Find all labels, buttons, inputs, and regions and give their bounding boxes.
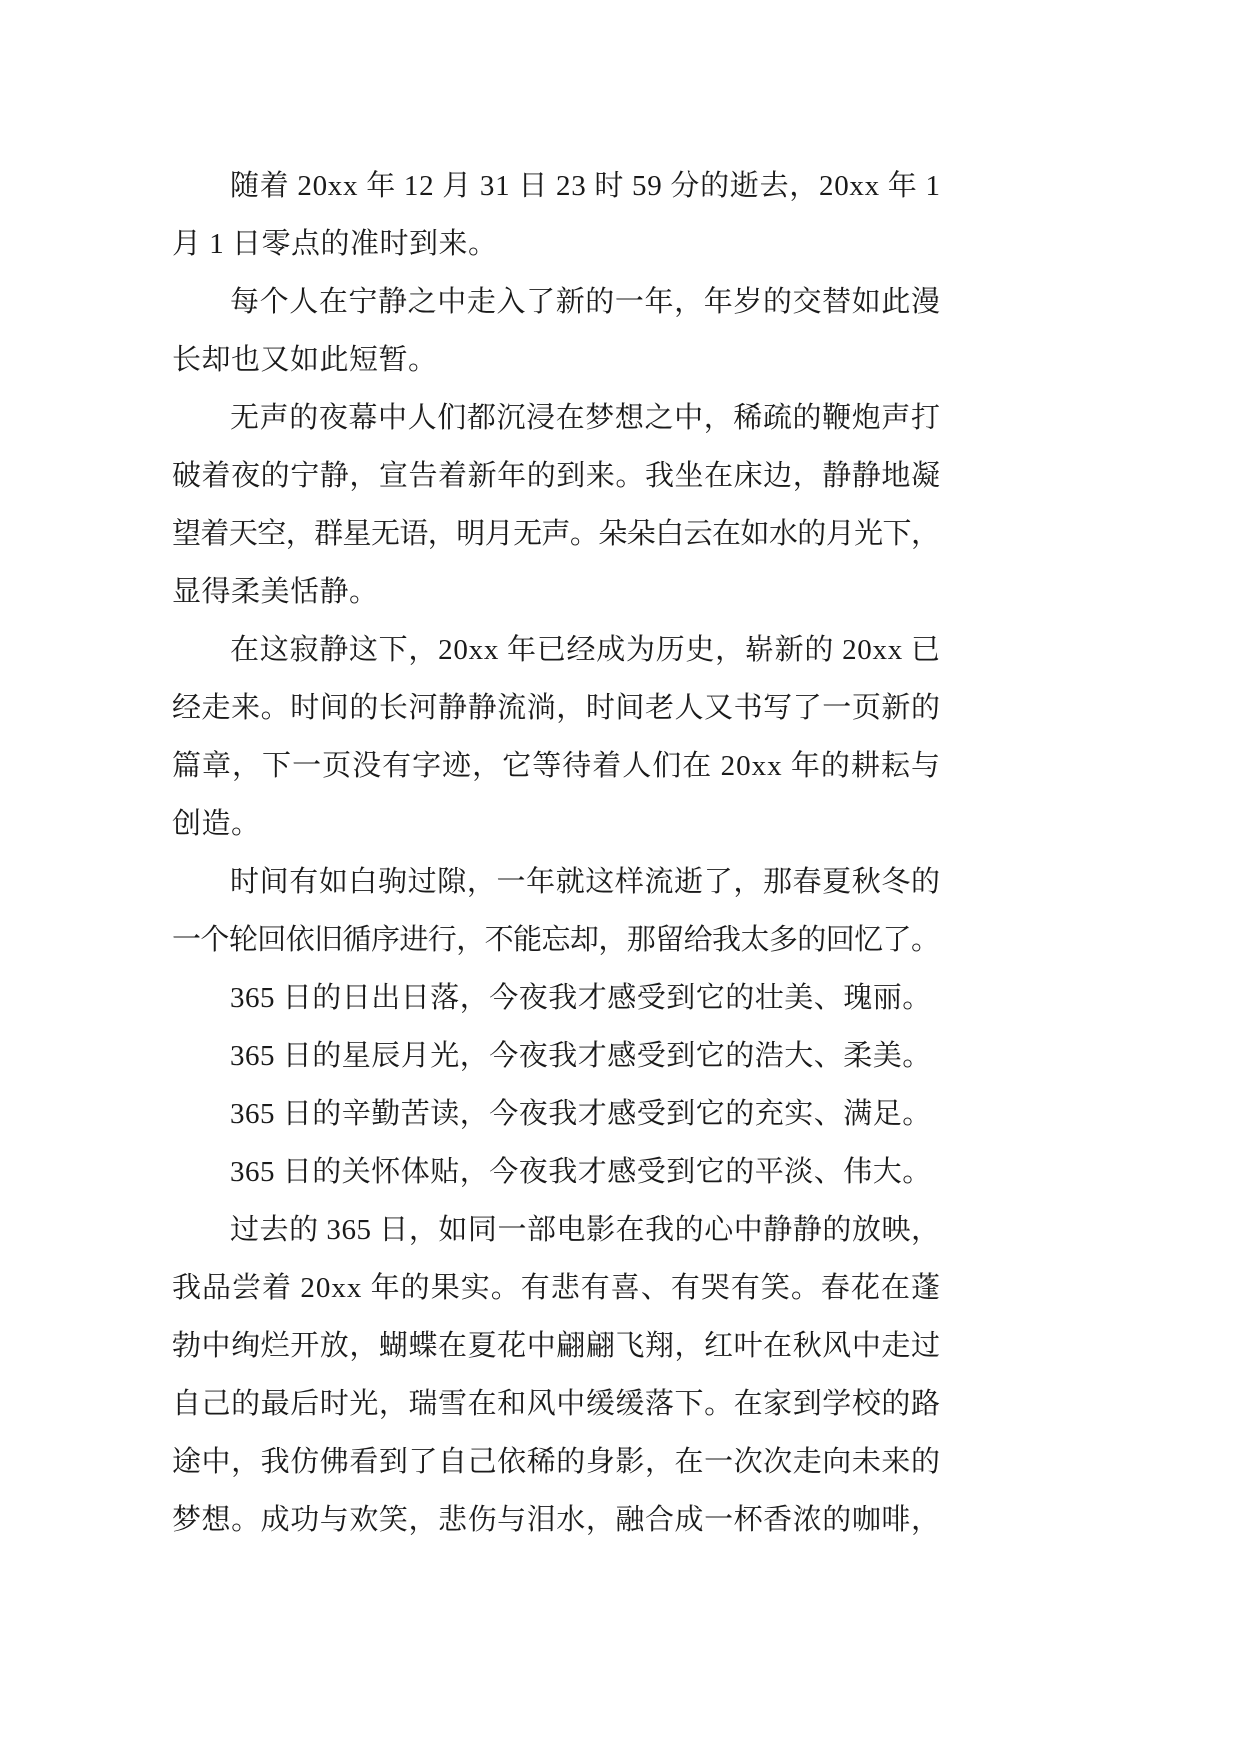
text-line: 经走来。时间的长河静静流淌，时间老人又书写了一页新的 <box>172 692 941 724</box>
paragraph <box>172 1027 940 1085</box>
text-line: 破着夜的宁静，宣告着新年的到来。我坐在床边，静静地凝 <box>172 460 941 492</box>
text-line: 时间有如白驹过隙，一年就这样流逝了，那春夏秋冬的 <box>230 866 941 898</box>
text-line: 过去的 365 日，如同一部电影在我的心中静静的放映， <box>230 1214 941 1246</box>
text-line: 月 1 日零点的准时到来。 <box>172 228 498 260</box>
text-line: 一个轮回依旧循序进行，不能忘却，那留给我太多的回忆了。 <box>172 924 940 956</box>
text-line: 自己的最后时光，瑞雪在和风中缓缓落下。在家到学校的路 <box>172 1388 941 1420</box>
text-line: 365 日的辛勤苦读，今夜我才感受到它的充实、满足。 <box>230 1098 932 1130</box>
text-line: 365 日的关怀体贴，今夜我才感受到它的平淡、伟大。 <box>230 1156 932 1188</box>
text-line: 365 日的星辰月光，今夜我才感受到它的浩大、柔美。 <box>230 1040 932 1072</box>
text-line: 创造。 <box>172 808 261 840</box>
paragraph <box>172 853 940 969</box>
paragraph <box>172 969 940 1027</box>
text-line: 我品尝着 20xx 年的果实。有悲有喜、有哭有笑。春花在蓬 <box>172 1272 941 1304</box>
text-line: 无声的夜幕中人们都沉浸在梦想之中，稀疏的鞭炮声打 <box>230 402 941 434</box>
body-text <box>172 157 940 1549</box>
text-line: 篇章，下一页没有字迹，它等待着人们在 20xx 年的耕耘与 <box>172 750 941 782</box>
paragraph <box>172 1085 940 1143</box>
text-line: 望着天空，群星无语，明月无声。朵朵白云在如水的月光下， <box>172 518 940 550</box>
text-line: 在这寂静这下，20xx 年已经成为历史，崭新的 20xx 已 <box>230 634 941 666</box>
text-line: 勃中绚烂开放，蝴蝶在夏花中翩翩飞翔，红叶在秋风中走过 <box>172 1330 941 1362</box>
paragraph <box>172 1201 940 1549</box>
paragraph <box>172 621 940 853</box>
text-line: 长却也又如此短暂。 <box>172 344 438 376</box>
paragraph <box>172 273 940 389</box>
paragraph <box>172 389 940 621</box>
text-line: 显得柔美恬静。 <box>172 576 379 608</box>
text-line: 每个人在宁静之中走入了新的一年，年岁的交替如此漫 <box>230 286 941 318</box>
text-line: 365 日的日出日落，今夜我才感受到它的壮美、瑰丽。 <box>230 982 932 1014</box>
paragraph <box>172 1143 940 1201</box>
text-line: 途中，我仿佛看到了自己依稀的身影，在一次次走向未来的 <box>172 1446 941 1478</box>
paragraph <box>172 157 940 273</box>
text-line: 梦想。成功与欢笑，悲伤与泪水，融合成一杯香浓的咖啡， <box>172 1504 941 1536</box>
text-line: 随着 20xx 年 12 月 31 日 23 时 59 分的逝去，20xx 年 1 <box>230 170 941 202</box>
